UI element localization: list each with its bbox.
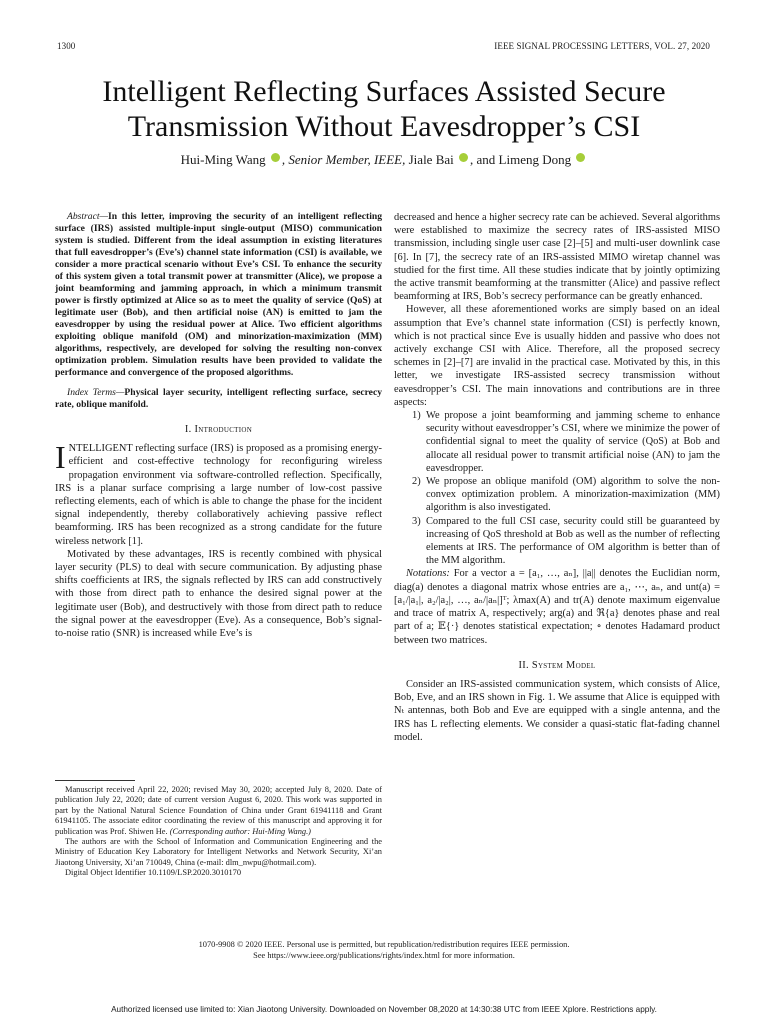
left-column	[55, 211, 382, 640]
orcid-icon[interactable]	[459, 153, 468, 162]
notations-text: For a vector a = [a₁, …, aₙ], ||a|| denotes the Euclidian norm, diag(a) denotes a diagonal matrix whose entries are a₁, ⋯, aₙ, and unt(a) = [a₁/|a₁|, a₂/|a₂|, …, aₙ/|aₙ|]ᵀ; λmax(A) and tr(A) denote maximum eigenvalue and trace of matrix A, respectively; arg(a) and ℜ{a} denotes phase and real part of a; 𝔼{·} denotes statistical expectation; ∘ denotes Hadamard product between two matrices.	[394, 568, 720, 646]
index-terms	[55, 387, 382, 411]
section-heading-system-model	[394, 659, 720, 672]
section-title: System Model	[531, 659, 596, 671]
license-notice: Authorized licensed use limited to: Xian Jiaotong University. Downloaded on November 08,2020 at 14:30:38 UTC from IEEE Xplore. Restrictions apply.	[111, 1005, 657, 1014]
right-paragraph-1: decreased and hence a higher secrecy rate can be achieved. Several algorithms were established to maximize the secrecy rates of IRS-assisted MISO transmission, including single user case [2]–[5] and multi-user downlink case [6]. In [7], the secrecy rate of an IRS-assisted MIMO wiretap channel was studied for the first time. All these studies indicate that by jointly optimizing the active transmit beamforming at the transmitter (Alice) and passive reflect beamforming at IRS, Bob’s secrecy performance can be greatly enhanced.	[394, 212, 720, 303]
copyright-line-2: See https://www.ieee.org/publications/rights/index.html for more information.	[253, 951, 515, 960]
list-item	[394, 475, 720, 515]
copyright-notice	[40, 939, 728, 961]
index-terms-text: Physical layer security, intelligent reflecting surface, secrecy rate, oblique manifold.	[55, 387, 382, 410]
contributions-list	[394, 409, 720, 567]
footnote-manuscript-text: Manuscript received April 22, 2020; revised May 30, 2020; accepted July 8, 2020. Date of publication July 22, 2020; date of current version August 6, 2020. This work was supported in part by the National Natural Science Foundation of China under Grant 61941118 and Grant 61941105. The associate editor coordinating the review of this manuscript and approving it for publication was Prof. Shiwen He.	[55, 785, 382, 836]
section-numeral: II.	[518, 659, 532, 671]
list-item-number: 2)	[412, 476, 421, 488]
footnote-doi: Digital Object Identifier 10.1109/LSP.2020.3010170	[65, 868, 242, 878]
notations-lead: Notations:	[406, 568, 450, 580]
copyright-line-1: 1070-9908 © 2020 IEEE. Personal use is permitted, but republication/redistribution requires IEEE permission.	[198, 940, 570, 949]
section-title: Introduction	[194, 424, 253, 435]
abstract-lead: Abstract—	[67, 211, 109, 222]
footnote-corresponding-author: (Corresponding author: Hui-Ming Wang.)	[167, 826, 311, 836]
intro-paragraph-1-text: NTELLIGENT reflecting surface (IRS) is proposed as a promising energy-efficient and cost-effective technology for reconfiguring wireless propagation environment via software-controlled reflection. Specifically, IRS is a planar surface comprising a large number of low-cost passive reflecting elements, each of which is able to change the phase for the incident signal independently, thereby collaboratively achieving passive reflect beamforming. IRS has been recognized as a strong candidate for the future wireless network [1].	[55, 443, 382, 547]
abstract-text: In this letter, improving the security of an intelligent reflecting surface (IRS) assisted multiple-input single-output (MISO) communication system is studied. Different from the ideal assumption in existing literatures that full eavesdropper’s (Eve’s) channel state information (CSI) is available, we consider a more practical scenario without Eve’s CSI. To enhance the security of this system given a total transmit power at transmitter (Alice), we propose a joint beamforming and jamming approach, in which a minimum transmit power is firstly optimized at Alice so as to meet the quality of service (QoS) at legitimate user (Bob), and then artificial noise (AN) is emitted to jam the eavesdropper by using the residual power at Alice. Two efficient algorithms exploiting oblique manifold (OM) and minorization-maximization (MM) algorithms, respectively, are developed for solving the resulting non-convex optimization problem. Simulation results have been provided to validate the performance and convergence of the proposed algorithms.	[55, 211, 382, 378]
section-numeral: I.	[184, 424, 195, 435]
list-item	[394, 515, 720, 568]
abstract	[55, 211, 382, 379]
title-line-1: Intelligent Reflecting Surfaces Assisted Secure	[102, 75, 666, 108]
title-line-2: Transmission Without Eavesdropper’s CSI	[127, 110, 641, 143]
footnote-rule	[55, 780, 135, 781]
orcid-icon[interactable]	[576, 153, 585, 162]
system-model-paragraph: Consider an IRS-assisted communication system, which consists of Alice, Bob, Eve, and an IRS shown in Fig. 1. We assume that Alice is equipped with Nₜ antennas, both Bob and Eve are equipped with a single antenna, and the IRS has L reflecting elements. We consider a quasi-static flat-fading channel model.	[394, 678, 720, 743]
intro-paragraph-1	[55, 439, 382, 548]
page-number: 1300	[57, 41, 76, 51]
paper-title	[40, 74, 728, 144]
notations-paragraph	[394, 567, 720, 646]
list-item-text: Compared to the full CSI case, security could still be guaranteed by increasing of QoS threshold at Bob as well as the number of reflecting elements at IRS. The performance of OM algorithm is better than of the MM algorithm.	[426, 515, 720, 567]
author-name: , and Limeng Dong	[470, 152, 572, 167]
list-item-text: We propose a joint beamforming and jamming scheme to enhance security without eavesdropper’s CSI, where we minimize the power of confidential signal to meet the quality of service (QoS) at Bob and allocate all residual power to transmit artificial noise (AN) to jam the eavesdropper.	[426, 410, 720, 474]
list-item-text: We propose an oblique manifold (OM) algorithm to solve the non-convex optimization problem. A minorization-maximization (MM) algorithm is also investigated.	[426, 476, 720, 514]
drop-cap: I	[55, 439, 66, 476]
section-heading-introduction	[55, 423, 382, 436]
right-paragraph-2: However, all these aforementioned works are simply based on an ideal assumption that Eve’s channel state information (CSI) is perfectly known, which is not practical since Eve is usually hidden and passive who does not actively exchange CSI with Alice. Therefore, all the proposed secrecy schemes in [2]–[7] are invalid in the practical case. Motivated by this, in this letter, we investigate IRS-assisted secrecy transmission without eavesdropper’s CSI. The main innovations and contributions are in three aspects:	[394, 304, 720, 408]
list-item	[394, 409, 720, 475]
orcid-icon[interactable]	[271, 153, 280, 162]
author-name: Hui-Ming Wang	[180, 152, 266, 167]
footnote-manuscript	[55, 785, 382, 837]
footnote-affiliation: The authors are with the School of Information and Communication Engineering and the Ministry of Education Key Laboratory for Intelligent Networks and Network Security, Xi’an Jiaotong University, Xi’an 710049, China (e-mail: dlm_nwpu@hotmail.com).	[55, 837, 382, 867]
footnote	[55, 780, 382, 879]
intro-paragraph-2: Motivated by these advantages, IRS is recently combined with physical layer security (PLS) to deal with secure communication. By adjusting phase shifts coefficients at IRS, the signals reflected by IRS can add constructively with those from direct path to enhance the desired signal power at the legitimate user (Bob), and destructively with those from direct path to reduce the signal power at the eavesdropper (Eve). As a consequence, Bob’s signal-to-noise ratio (SNR) is increased while Eve’s is	[55, 548, 382, 640]
index-terms-lead: Index Terms—	[67, 387, 125, 398]
list-item-number: 3)	[412, 515, 421, 527]
author-name: Jiale Bai	[408, 152, 454, 167]
list-item-number: 1)	[412, 410, 421, 422]
author-list	[40, 152, 728, 168]
journal-reference: IEEE SIGNAL PROCESSING LETTERS, VOL. 27, 2020	[494, 41, 710, 51]
right-column	[394, 211, 720, 744]
author-affiliation-role: , Senior Member, IEEE,	[281, 152, 406, 167]
